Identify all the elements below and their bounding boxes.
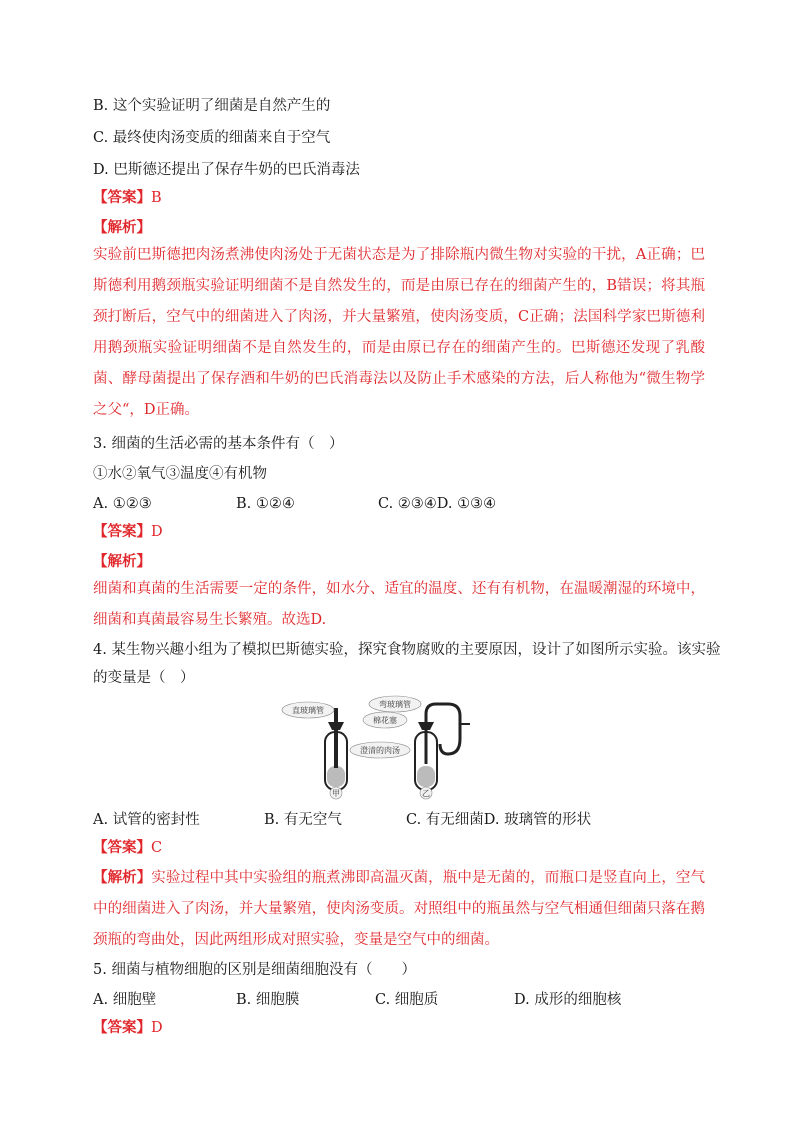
q3-option-a: A. ①②③ — [93, 496, 152, 512]
q5-stem: 5. 细菌与植物细胞的区别是细菌细胞没有（ ） — [93, 962, 416, 978]
q5-option-d: D. 成形的细胞核 — [514, 992, 622, 1008]
q4-analysis — [93, 862, 705, 956]
q3-stem: 3. 细菌的生活必需的基本条件有（ ） — [93, 436, 344, 452]
bent-tube — [426, 704, 460, 764]
label-straight-tube: 直玻璃管 — [292, 706, 324, 715]
broth-yi — [417, 766, 435, 787]
q4-answer — [93, 838, 162, 858]
label-cotton-plug: 棉花塞 — [373, 716, 397, 725]
q2-analysis-text: 实验前巴斯德把肉汤煮沸使肉汤处于无菌状态是为了排除瓶内微生物对实验的干扰，A正确；巴斯德利用鹅颈瓶实验证明细菌不是自然发生的，而是由原已存在的细菌产生的，B错误；将其瓶颈打断后，空气中的细菌进入了肉汤，并大量繁殖，使肉汤变质，C正确；法国科学家巴斯德利用鹅颈瓶实验证明细菌不是自然发生的，而是由原已存在的细菌产生的。巴斯德还发现了乳酸菌、酵母菌提出了保存酒和牛奶的巴氏消毒法以及防止手术感染的方法，后人称他为“微生物学之父“，D正确。 — [93, 247, 705, 418]
q2-option-d: D. 巴斯德还提出了保存牛奶的巴氏消毒法 — [93, 162, 360, 178]
label-yi: 乙 — [422, 789, 430, 798]
straight-tube — [334, 708, 338, 768]
analysis-text: 实验过程中其中实验组的瓶煮沸即高温灭菌，瓶中是无菌的，而瓶口是竖直向上，空气中的细菌进入了肉汤，并大量繁殖，使肉汤变质。对照组中的瓶虽然与空气相通但细菌只落在鹅颈瓶的弯曲处，因此两组形成对照实验，变量是空气中的细菌。 — [93, 870, 706, 948]
q4-stem-line2: 的变量是（ ） — [93, 670, 195, 686]
q2-answer — [93, 188, 162, 208]
q5-option-b: B. 细胞膜 — [236, 992, 300, 1008]
q5-option-c: C. 细胞质 — [375, 992, 439, 1008]
q4-option-a: A. 试管的密封性 — [93, 812, 200, 828]
answer-label: 【答案】 — [93, 839, 151, 856]
answer-label: 【答案】 — [93, 523, 151, 540]
label-jia: 甲 — [332, 789, 340, 798]
label-broth: 澄清的肉汤 — [360, 746, 400, 755]
stopper-jia — [328, 722, 344, 730]
q3-items: ①水②氧气③温度④有机物 — [93, 466, 267, 482]
answer-value: B — [151, 190, 162, 206]
q2-option-c: C. 最终使肉汤变质的细菌来自于空气 — [93, 130, 331, 146]
q2-option-b: B. 这个实验证明了细菌是自然产生的 — [93, 98, 331, 114]
broth-jia — [327, 766, 345, 787]
q3-option-b: B. ①②④ — [236, 496, 295, 512]
q5-option-a: A. 细胞壁 — [93, 992, 157, 1008]
label-bent-tube: 弯玻璃管 — [379, 700, 411, 709]
q4-option-b: B. 有无空气 — [264, 812, 342, 828]
q4-stem-line1: 4. 某生物兴趣小组为了模拟巴斯德实验，探究食物腐败的主要原因，设计了如图所示实验。该实验 — [93, 642, 721, 658]
q2-analysis-label: 【解析】 — [93, 219, 151, 236]
analysis-label: 【解析】 — [93, 869, 152, 886]
q3-answer — [93, 522, 163, 542]
answer-value: D — [151, 1020, 163, 1036]
q3-analysis-label: 【解析】 — [93, 553, 151, 570]
answer-value: D — [151, 524, 163, 540]
experiment-figure — [270, 694, 500, 800]
q3-option-cd: C. ②③④D. ①③④ — [378, 496, 497, 512]
answer-label: 【答案】 — [93, 1019, 151, 1036]
answer-value: C — [151, 840, 163, 856]
q3-analysis-text: 细菌和真菌的生活需要一定的条件，如水分、适宜的温度、还有有机物，在温暖潮湿的环境中，细菌和真菌最容易生长繁殖。故选D. — [93, 581, 705, 628]
q4-option-cd: C. 有无细菌D. 玻璃管的形状 — [406, 812, 592, 828]
answer-label: 【答案】 — [93, 189, 151, 206]
q5-answer — [93, 1018, 163, 1038]
